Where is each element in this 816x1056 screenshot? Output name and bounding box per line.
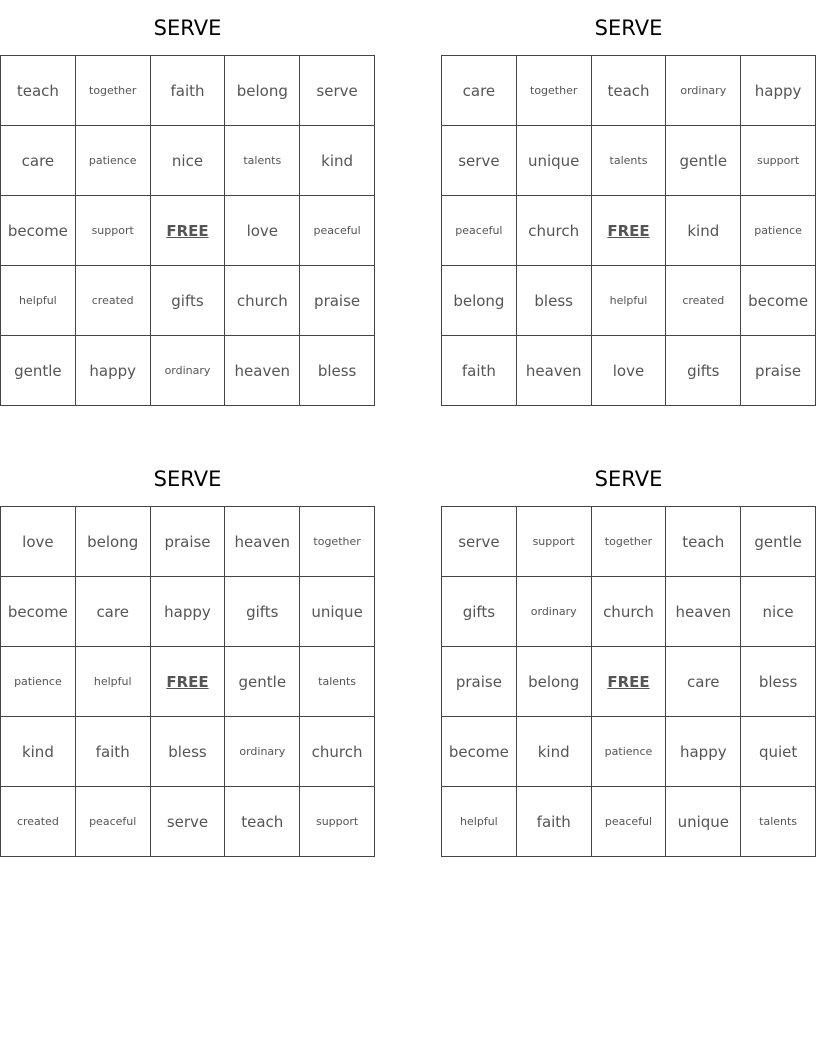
bingo-cell: church xyxy=(225,266,300,336)
bingo-cell: together xyxy=(591,507,666,577)
bingo-cell: happy xyxy=(150,577,225,647)
bingo-cell: gifts xyxy=(225,577,300,647)
bingo-cell: happy xyxy=(75,336,150,406)
bingo-card-2 xyxy=(441,0,816,406)
bingo-cell: serve xyxy=(300,56,375,126)
bingo-cell: church xyxy=(516,196,591,266)
bingo-cell: bless xyxy=(300,336,375,406)
bingo-cell: teach xyxy=(1,56,76,126)
bingo-cell: serve xyxy=(150,787,225,857)
bingo-cell: talents xyxy=(741,787,816,857)
bingo-cell: peaceful xyxy=(75,787,150,857)
bingo-cell: belong xyxy=(442,266,517,336)
bingo-cell: teach xyxy=(225,787,300,857)
bingo-cell: teach xyxy=(666,507,741,577)
bingo-cell: support xyxy=(75,196,150,266)
grid-row xyxy=(442,787,816,857)
bingo-cell: helpful xyxy=(591,266,666,336)
bingo-card-1 xyxy=(0,0,375,406)
bingo-cell: helpful xyxy=(1,266,76,336)
bingo-cell: faith xyxy=(516,787,591,857)
bingo-cell: heaven xyxy=(516,336,591,406)
bingo-cell: created xyxy=(666,266,741,336)
bingo-cell: bless xyxy=(741,647,816,717)
grid-row xyxy=(1,647,375,717)
grid-row xyxy=(442,336,816,406)
grid-row xyxy=(1,336,375,406)
grid-row xyxy=(442,266,816,336)
bingo-cell: praise xyxy=(300,266,375,336)
bingo-cell: helpful xyxy=(442,787,517,857)
card-title: SERVE xyxy=(594,467,663,491)
bingo-cell: love xyxy=(591,336,666,406)
grid-row xyxy=(1,196,375,266)
bingo-cell: heaven xyxy=(225,336,300,406)
bingo-cell: gentle xyxy=(1,336,76,406)
card-title: SERVE xyxy=(594,16,663,40)
bingo-card-4 xyxy=(441,451,816,857)
bingo-cell: belong xyxy=(225,56,300,126)
card-title: SERVE xyxy=(153,16,222,40)
bingo-cell: faith xyxy=(75,717,150,787)
bingo-cell: kind xyxy=(516,717,591,787)
bingo-cell: gentle xyxy=(741,507,816,577)
bingo-card-3 xyxy=(0,451,375,857)
bingo-cell: care xyxy=(75,577,150,647)
bingo-cell: ordinary xyxy=(666,56,741,126)
bingo-cell: patience xyxy=(75,126,150,196)
bingo-cell: peaceful xyxy=(442,196,517,266)
bingo-cell: love xyxy=(1,507,76,577)
bingo-cell: support xyxy=(300,787,375,857)
bingo-cell: serve xyxy=(442,126,517,196)
bingo-cell: love xyxy=(225,196,300,266)
bingo-cell: nice xyxy=(150,126,225,196)
bingo-cell: faith xyxy=(442,336,517,406)
bingo-cell: serve xyxy=(442,507,517,577)
bingo-cell: patience xyxy=(741,196,816,266)
bingo-cell: happy xyxy=(741,56,816,126)
grid-row xyxy=(1,126,375,196)
bingo-cell: support xyxy=(741,126,816,196)
bingo-cell: peaceful xyxy=(300,196,375,266)
bingo-cell: care xyxy=(1,126,76,196)
bingo-cell: care xyxy=(442,56,517,126)
free-space-cell: FREE xyxy=(150,196,225,266)
bingo-cell: talents xyxy=(300,647,375,717)
grid-row xyxy=(442,126,816,196)
bingo-cell: heaven xyxy=(666,577,741,647)
bingo-cell: patience xyxy=(591,717,666,787)
bingo-cell: belong xyxy=(516,647,591,717)
bingo-cell: quiet xyxy=(741,717,816,787)
bingo-cell: heaven xyxy=(225,507,300,577)
bingo-cell: become xyxy=(442,717,517,787)
bingo-cell: kind xyxy=(1,717,76,787)
bingo-cell: care xyxy=(666,647,741,717)
bingo-cell: become xyxy=(1,577,76,647)
grid-row xyxy=(1,787,375,857)
bingo-cell: talents xyxy=(591,126,666,196)
bingo-cell: faith xyxy=(150,56,225,126)
grid-row xyxy=(442,507,816,577)
grid-row xyxy=(1,577,375,647)
bingo-cell: nice xyxy=(741,577,816,647)
bingo-cell: together xyxy=(75,56,150,126)
bingo-cell: teach xyxy=(591,56,666,126)
grid-row xyxy=(442,577,816,647)
grid-row xyxy=(1,56,375,126)
bingo-grid xyxy=(0,55,375,406)
grid-row xyxy=(442,56,816,126)
free-space-cell: FREE xyxy=(591,647,666,717)
grid-row xyxy=(1,266,375,336)
bingo-cell: patience xyxy=(1,647,76,717)
bingo-cell: praise xyxy=(150,507,225,577)
bingo-cell: peaceful xyxy=(591,787,666,857)
bingo-cell: unique xyxy=(666,787,741,857)
bingo-cell: kind xyxy=(666,196,741,266)
free-space-cell: FREE xyxy=(591,196,666,266)
bingo-cell: gentle xyxy=(225,647,300,717)
bingo-cell: become xyxy=(741,266,816,336)
bingo-cell: church xyxy=(591,577,666,647)
bingo-cell: together xyxy=(300,507,375,577)
bingo-cell: unique xyxy=(516,126,591,196)
bingo-cell: ordinary xyxy=(225,717,300,787)
bingo-grid xyxy=(0,506,375,857)
bingo-cell: gifts xyxy=(150,266,225,336)
bingo-cell: talents xyxy=(225,126,300,196)
bingo-cell: ordinary xyxy=(516,577,591,647)
bingo-cell: church xyxy=(300,717,375,787)
bingo-cell: created xyxy=(1,787,76,857)
grid-row xyxy=(442,717,816,787)
grid-row xyxy=(442,647,816,717)
grid-row xyxy=(1,717,375,787)
bingo-cell: together xyxy=(516,56,591,126)
bingo-grid xyxy=(441,55,816,406)
bingo-cell: become xyxy=(1,196,76,266)
card-title: SERVE xyxy=(153,467,222,491)
bingo-cell: bless xyxy=(150,717,225,787)
bingo-grid xyxy=(441,506,816,857)
bingo-cell: bless xyxy=(516,266,591,336)
bingo-cell: gifts xyxy=(442,577,517,647)
bingo-cell: gifts xyxy=(666,336,741,406)
bingo-cell: support xyxy=(516,507,591,577)
bingo-cell: praise xyxy=(442,647,517,717)
bingo-cell: praise xyxy=(741,336,816,406)
bingo-cell: belong xyxy=(75,507,150,577)
free-space-cell: FREE xyxy=(150,647,225,717)
bingo-cell: helpful xyxy=(75,647,150,717)
bingo-cell: unique xyxy=(300,577,375,647)
grid-row xyxy=(442,196,816,266)
bingo-cell: ordinary xyxy=(150,336,225,406)
bingo-cell: happy xyxy=(666,717,741,787)
bingo-cell: gentle xyxy=(666,126,741,196)
grid-row xyxy=(1,507,375,577)
bingo-cell: created xyxy=(75,266,150,336)
bingo-cell: kind xyxy=(300,126,375,196)
